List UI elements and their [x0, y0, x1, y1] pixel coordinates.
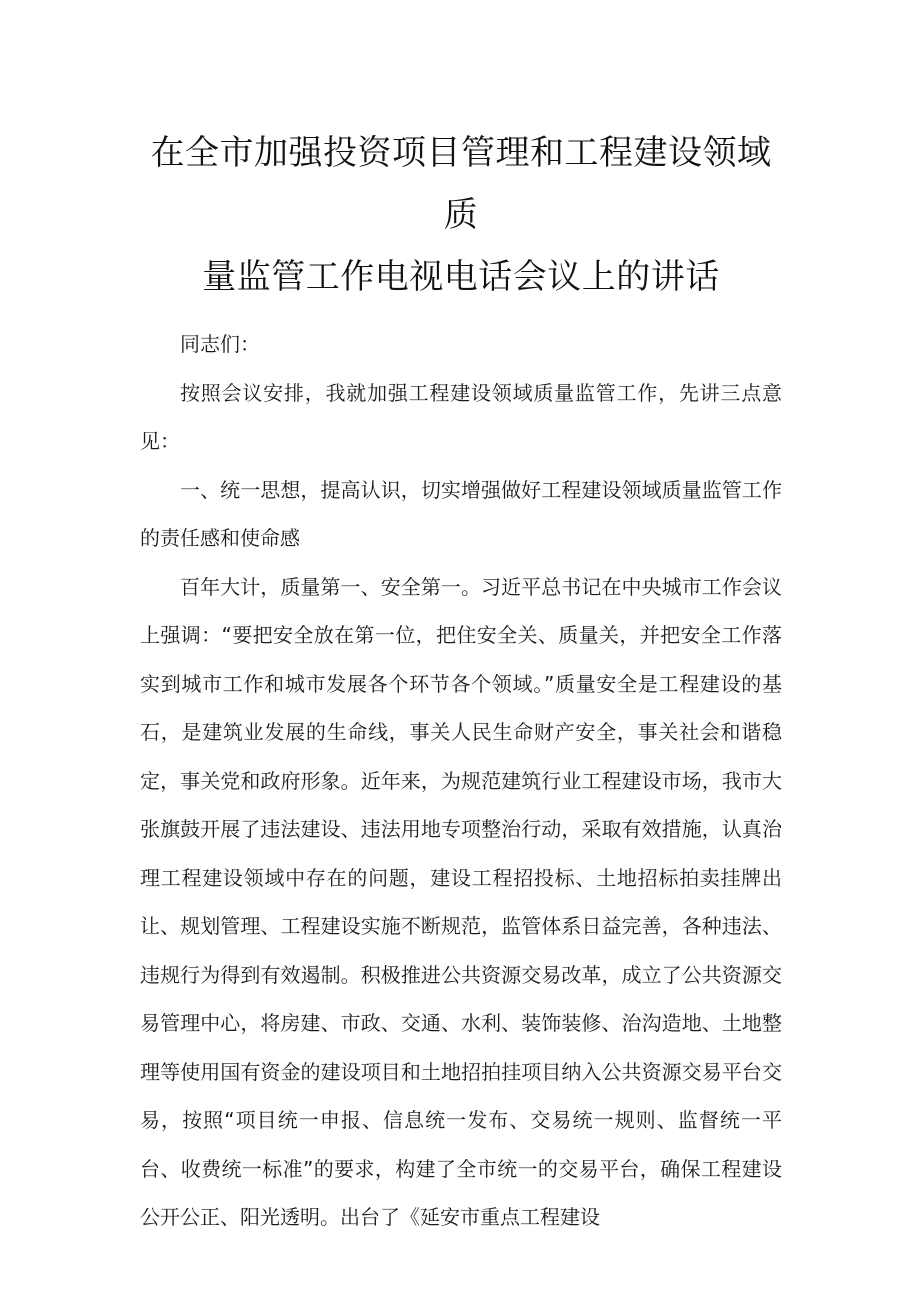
- title-line-2: 量监管工作电视电话会议上的讲话: [202, 257, 720, 297]
- title-line-1: 在全市加强投资项目管理和工程建设领域质: [150, 133, 772, 235]
- section-heading-1: 一、统一思想，提高认识，切实增强做好工程建设领域质量监管工作的责任感和使命感: [140, 477, 782, 550]
- paragraph-intro: 按照会议安排，我就加强工程建设领域质量监管工作，先讲三点意见：: [140, 380, 782, 453]
- salutation: 同志们：: [180, 332, 260, 356]
- document-body: [140, 320, 782, 1242]
- document-title: [140, 122, 782, 308]
- paragraph-body: 百年大计，质量第一、安全第一。习近平总书记在中央城市工作会议上强调：“要把安全放在第一位，把住安全关、质量关，并把安全工作落实到城市工作和城市发展各个环节各个领域。”质量安全是工程建设的基石，是建筑业发展的生命线，事关人民生命财产安全，事关社会和谐稳定，事关党和政府形象。近年来，为规范建筑行业工程建设市场，我市大张旗鼓开展了违法建设、违法用地专项整治行动，采取有效措施，认真治理工程建设领域中存在的问题，建设工程招投标、土地招标拍卖挂牌出让、规划管理、工程建设实施不断规范，监管体系日益完善，各种违法、违规行为得到有效遏制。积极推进公共资源交易改革，成立了公共资源交易管理中心，将房建、市政、交通、水利、装饰装修、治沟造地、土地整理等使用国有资金的建设项目和土地招拍挂项目纳入公共资源交易平台交易，按照“项目统一申报、信息统一发布、交易统一规则、监督统一平台、收费统一标准”的要求，构建了全市统一的交易平台，确保工程建设公开公正、阳光透明。出台了《延安市重点工程建设: [140, 574, 782, 1229]
